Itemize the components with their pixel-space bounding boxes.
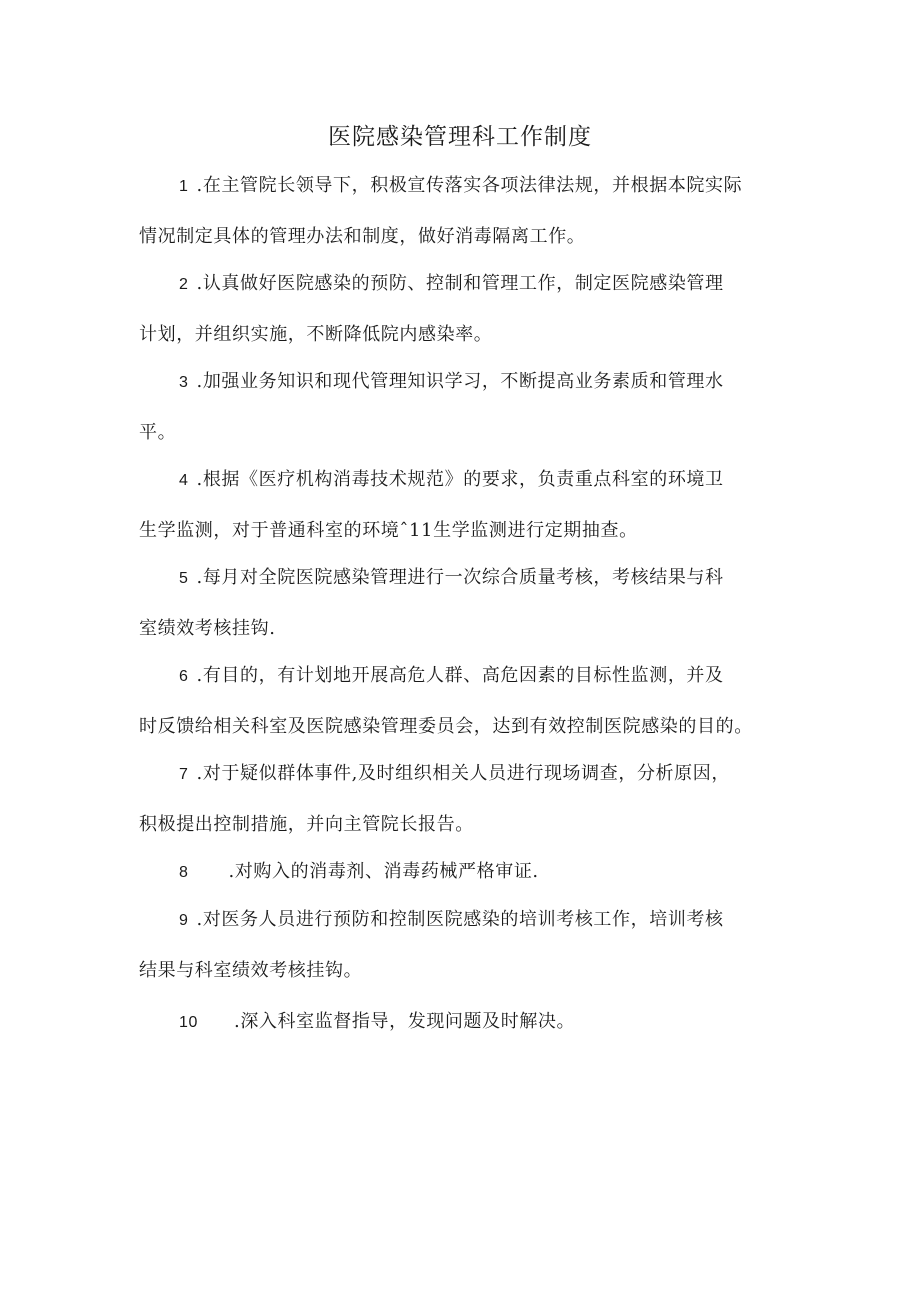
rule-item-3 <box>139 357 799 458</box>
rule-line <box>139 161 799 212</box>
rule-number: 2 <box>179 276 189 293</box>
rule-item-2 <box>139 259 799 360</box>
rule-number: 6 <box>179 668 189 685</box>
rule-text-continued: 室绩效考核挂钩. <box>139 618 276 639</box>
rule-text-continued: 平。 <box>139 422 177 443</box>
rule-item-1 <box>139 161 799 262</box>
rule-number: 5 <box>179 570 189 587</box>
rule-text: .有目的，有计划地开展高危人群、高危因素的目标性监测，并及 <box>196 665 724 686</box>
rule-text-continued: 积极提出控制措施，并向主管院长报告。 <box>139 814 474 835</box>
rule-text: .深入科室监督指导，发现问题及时解决。 <box>234 1011 576 1032</box>
rule-text: .加强业务知识和现代管理知识学习，不断提高业务素质和管理水 <box>196 371 724 392</box>
rule-item-10 <box>139 997 799 1048</box>
rule-line <box>139 651 799 702</box>
rule-number: 8 <box>179 864 189 881</box>
rule-item-8 <box>139 847 799 898</box>
rule-item-6 <box>139 651 799 752</box>
rule-text-continued: 生学监测，对于普通科室的环境ˆ11生学监测进行定期抽查。 <box>139 520 638 541</box>
rule-line <box>139 895 799 946</box>
rule-text-continued: 时反馈给相关科室及医院感染管理委员会，达到有效控制医院感染的目的。 <box>139 716 753 737</box>
document-title: 医院感染管理科工作制度 <box>328 124 592 150</box>
rule-line <box>139 357 799 408</box>
rule-text-continued: 情况制定具体的管理办法和制度，做好消毒隔离工作。 <box>139 226 586 247</box>
rule-line <box>139 847 799 898</box>
rule-text: .认真做好医院感染的预防、控制和管理工作，制定医院感染管理 <box>196 273 724 294</box>
rule-number: 3 <box>179 374 189 391</box>
rule-item-9 <box>139 895 799 996</box>
rule-line <box>139 259 799 310</box>
rule-text: .对购入的消毒剂、消毒药械严格审证. <box>228 861 539 882</box>
rule-number: 1 <box>179 178 189 195</box>
rule-number: 10 <box>179 1014 198 1031</box>
rule-number: 4 <box>179 472 189 489</box>
rule-text-continued: 结果与科室绩效考核挂钩。 <box>139 960 363 981</box>
rule-item-7 <box>139 749 799 850</box>
rule-text: .对于疑似群体事件,及时组织相关人员进行现场调查，分析原因， <box>196 763 730 784</box>
rule-text: .根据《医疗机构消毒技术规范》的要求，负责重点科室的环境卫 <box>196 469 724 490</box>
rule-text-continued: 计划，并组织实施，不断降低院内感染率。 <box>139 324 493 345</box>
rule-item-4 <box>139 455 799 556</box>
rule-line <box>139 553 799 604</box>
rule-line <box>139 997 799 1048</box>
rule-text: .每月对全院医院感染管理进行一次综合质量考核，考核结果与科 <box>196 567 724 588</box>
rule-item-5 <box>139 553 799 654</box>
rule-text: .在主管院长领导下，积极宣传落实各项法律法规，并根据本院实际 <box>196 175 743 196</box>
rule-line <box>139 749 799 800</box>
rule-number: 7 <box>179 766 189 783</box>
rule-text: .对医务人员进行预防和控制医院感染的培训考核工作，培训考核 <box>196 909 724 930</box>
rule-line <box>139 455 799 506</box>
rule-number: 9 <box>179 912 189 929</box>
